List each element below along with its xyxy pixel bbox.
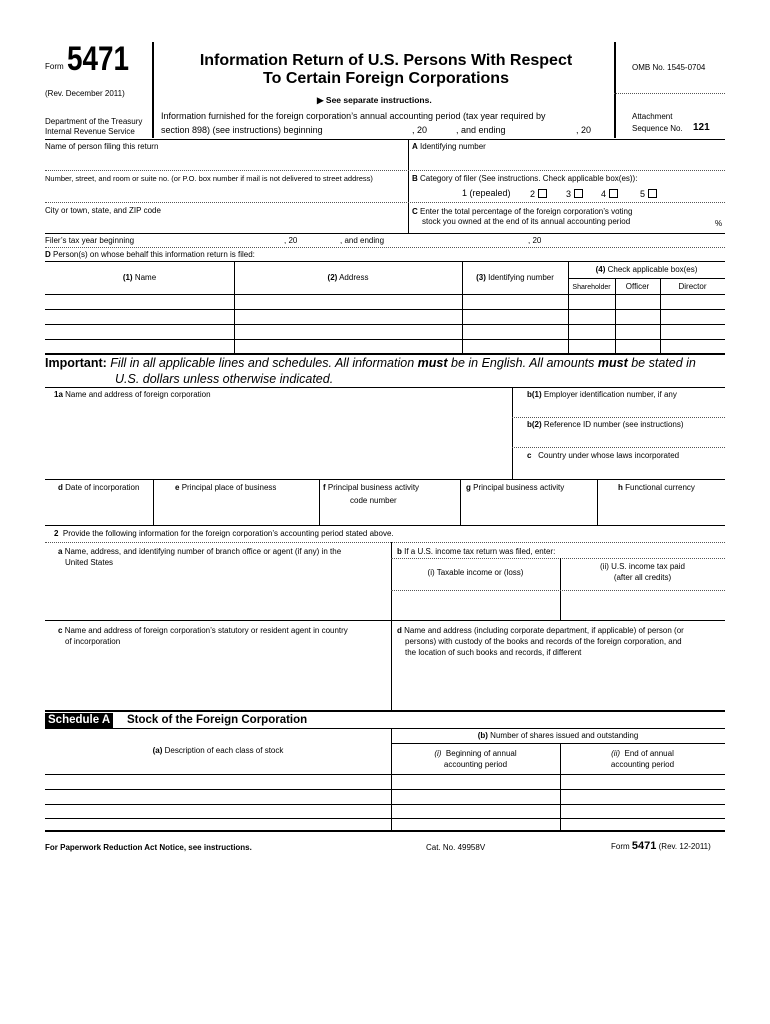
revision-date: (Rev. December 2011) [45, 89, 125, 98]
checkbox-icon[interactable] [648, 189, 657, 198]
voting-stock-label2: stock you owned at the end of its annual accounting period [422, 217, 631, 226]
identifying-number-label: Identifying number [420, 142, 486, 151]
line-2c-label2: of incorporation [65, 637, 121, 646]
form-number: 5471 [67, 40, 130, 78]
form-title-line1: Information Return of U.S. Persons With Respect [199, 52, 573, 69]
form-label: Form [45, 62, 64, 71]
schedule-a-tag: Schedule A [45, 713, 113, 728]
line-b2-label: b(2) Reference ID number (see instructions) [527, 420, 684, 429]
filer-name-label: Name of person filing this return [45, 142, 159, 151]
field-d-letter: D [45, 250, 51, 259]
table-row[interactable] [45, 789, 725, 790]
tax-year-begin-20: , 20 [284, 236, 298, 245]
tax-year-end-20: , 20 [528, 236, 542, 245]
field-a-letter: A [412, 142, 418, 151]
col-id-header: (3) Identifying number [476, 273, 554, 282]
table-row[interactable] [45, 804, 725, 805]
line-2a-label2: United States [65, 558, 114, 567]
line-d-label: d Date of incorporation [58, 483, 140, 492]
line-g-label: g Principal business activity [466, 483, 565, 492]
end-period-header: (ii) End of annual [611, 749, 674, 758]
department-line2: Internal Revenue Service [45, 127, 135, 136]
beginning-period-header: (i) Beginning of annual [434, 749, 517, 758]
see-instructions: ▶ See separate instructions. [317, 95, 432, 105]
sub-officer: Officer [625, 282, 650, 291]
tax-year-and-ending: , and ending [340, 236, 385, 245]
line-2a-label: a Name, address, and identifying number of branch office or agent (if any) in the [58, 547, 342, 556]
period-and-ending: , and ending [456, 125, 506, 135]
category-3[interactable]: 3 [566, 189, 583, 200]
line-c-label: c Country under whose laws incorporated [527, 451, 680, 460]
category-1-repealed: 1 (repealed) [462, 188, 511, 198]
schedule-a-title: Stock of the Foreign Corporation [127, 714, 308, 726]
attachment-label: Attachment [632, 112, 673, 121]
line-2-label: 2 Provide the following information for the foreign corporation’s accounting period stated above. [54, 529, 394, 538]
line-f-label2: code number [350, 496, 397, 505]
category-4[interactable]: 4 [601, 189, 618, 200]
filer-category-label: Category of filer (See instructions. Check applicable box(es)): [420, 174, 638, 183]
voting-stock-label: Enter the total percentage of the foreign corporation’s voting [420, 207, 633, 216]
taxable-income-label: (i) Taxable income or (loss) [427, 568, 524, 577]
col-name-header: (1) Name [122, 273, 157, 282]
line-e-label: e Principal place of business [175, 483, 277, 492]
period-year-end: , 20 [576, 125, 592, 135]
sequence-label: Sequence No. [632, 124, 683, 133]
percent-sign: % [715, 219, 723, 228]
table-row[interactable] [45, 324, 725, 325]
category-5[interactable]: 5 [640, 189, 657, 200]
beginning-period-header2: accounting period [443, 760, 508, 769]
period-year-begin: , 20 [412, 125, 428, 135]
accounting-period-text2: section 898) (see instructions) beginning [161, 125, 323, 135]
col-check-header: (4) Check applicable box(es) [595, 265, 698, 274]
checkbox-icon[interactable] [538, 189, 547, 198]
table-row[interactable] [45, 309, 725, 310]
col-address-header: (2) Address [327, 273, 369, 282]
filer-tax-year-label: Filer’s tax year beginning [45, 236, 135, 245]
important-notice-line2: U.S. dollars unless otherwise indicated. [115, 372, 334, 386]
field-b-letter: B [412, 174, 418, 183]
street-label: Number, street, and room or suite no. (or P.O. box number if mail is not delivered to street address) [45, 174, 373, 183]
tax-paid-label: (ii) U.S. income tax paid [600, 562, 685, 571]
line-2d-label3: the location of such books and records, if different [405, 648, 582, 657]
line-2c-label: c Name and address of foreign corporation’s statutory or resident agent in country [58, 626, 348, 635]
line-h-label: h Functional currency [618, 483, 695, 492]
table-row[interactable] [45, 339, 725, 340]
paperwork-notice: For Paperwork Reduction Act Notice, see instructions. [45, 843, 252, 852]
sequence-number: 121 [693, 122, 710, 133]
department-line1: Department of the Treasury [45, 117, 143, 126]
line-f-label: f Principal business activity [323, 483, 420, 492]
important-notice: Important: Fill in all applicable lines and schedules. All information must be in English. All amounts must be stated in [45, 356, 696, 370]
form-title-line2: To Certain Foreign Corporations [263, 70, 509, 87]
persons-behalf-label: Person(s) on whose behalf this information return is filed: [53, 250, 255, 259]
line-b1-label: b(1) Employer identification number, if any [527, 390, 677, 399]
checkbox-icon[interactable] [574, 189, 583, 198]
tax-paid-label2: (after all credits) [613, 573, 672, 582]
sub-shareholder: Shareholder [572, 284, 611, 291]
checkbox-icon[interactable] [609, 189, 618, 198]
stock-class-header: (a) Description of each class of stock [152, 746, 284, 755]
line-2d-label: d Name and address (including corporate department, if applicable) of person (or [397, 626, 684, 635]
accounting-period-text: Information furnished for the foreign corporation’s annual accounting period (tax year required by [161, 111, 546, 121]
line-1a-label: 1a Name and address of foreign corporation [54, 390, 211, 399]
shares-outstanding-header: (b) Number of shares issued and outstanding [477, 731, 639, 740]
footer-form-ref: Form 5471 (Rev. 12-2011) [611, 840, 711, 852]
field-c-letter: C [412, 207, 418, 216]
city-label: City or town, state, and ZIP code [45, 206, 161, 215]
end-period-header2: accounting period [610, 760, 675, 769]
omb-number: OMB No. 1545-0704 [632, 63, 706, 72]
category-2[interactable]: 2 [530, 189, 547, 200]
line-2b-label: b If a U.S. income tax return was filed, enter: [397, 547, 556, 556]
line-2d-label2: persons) with custody of the books and records of the foreign corporation, and [405, 637, 682, 646]
sub-director: Director [678, 282, 707, 291]
table-row[interactable] [45, 818, 725, 819]
catalog-number: Cat. No. 49958V [426, 843, 486, 852]
